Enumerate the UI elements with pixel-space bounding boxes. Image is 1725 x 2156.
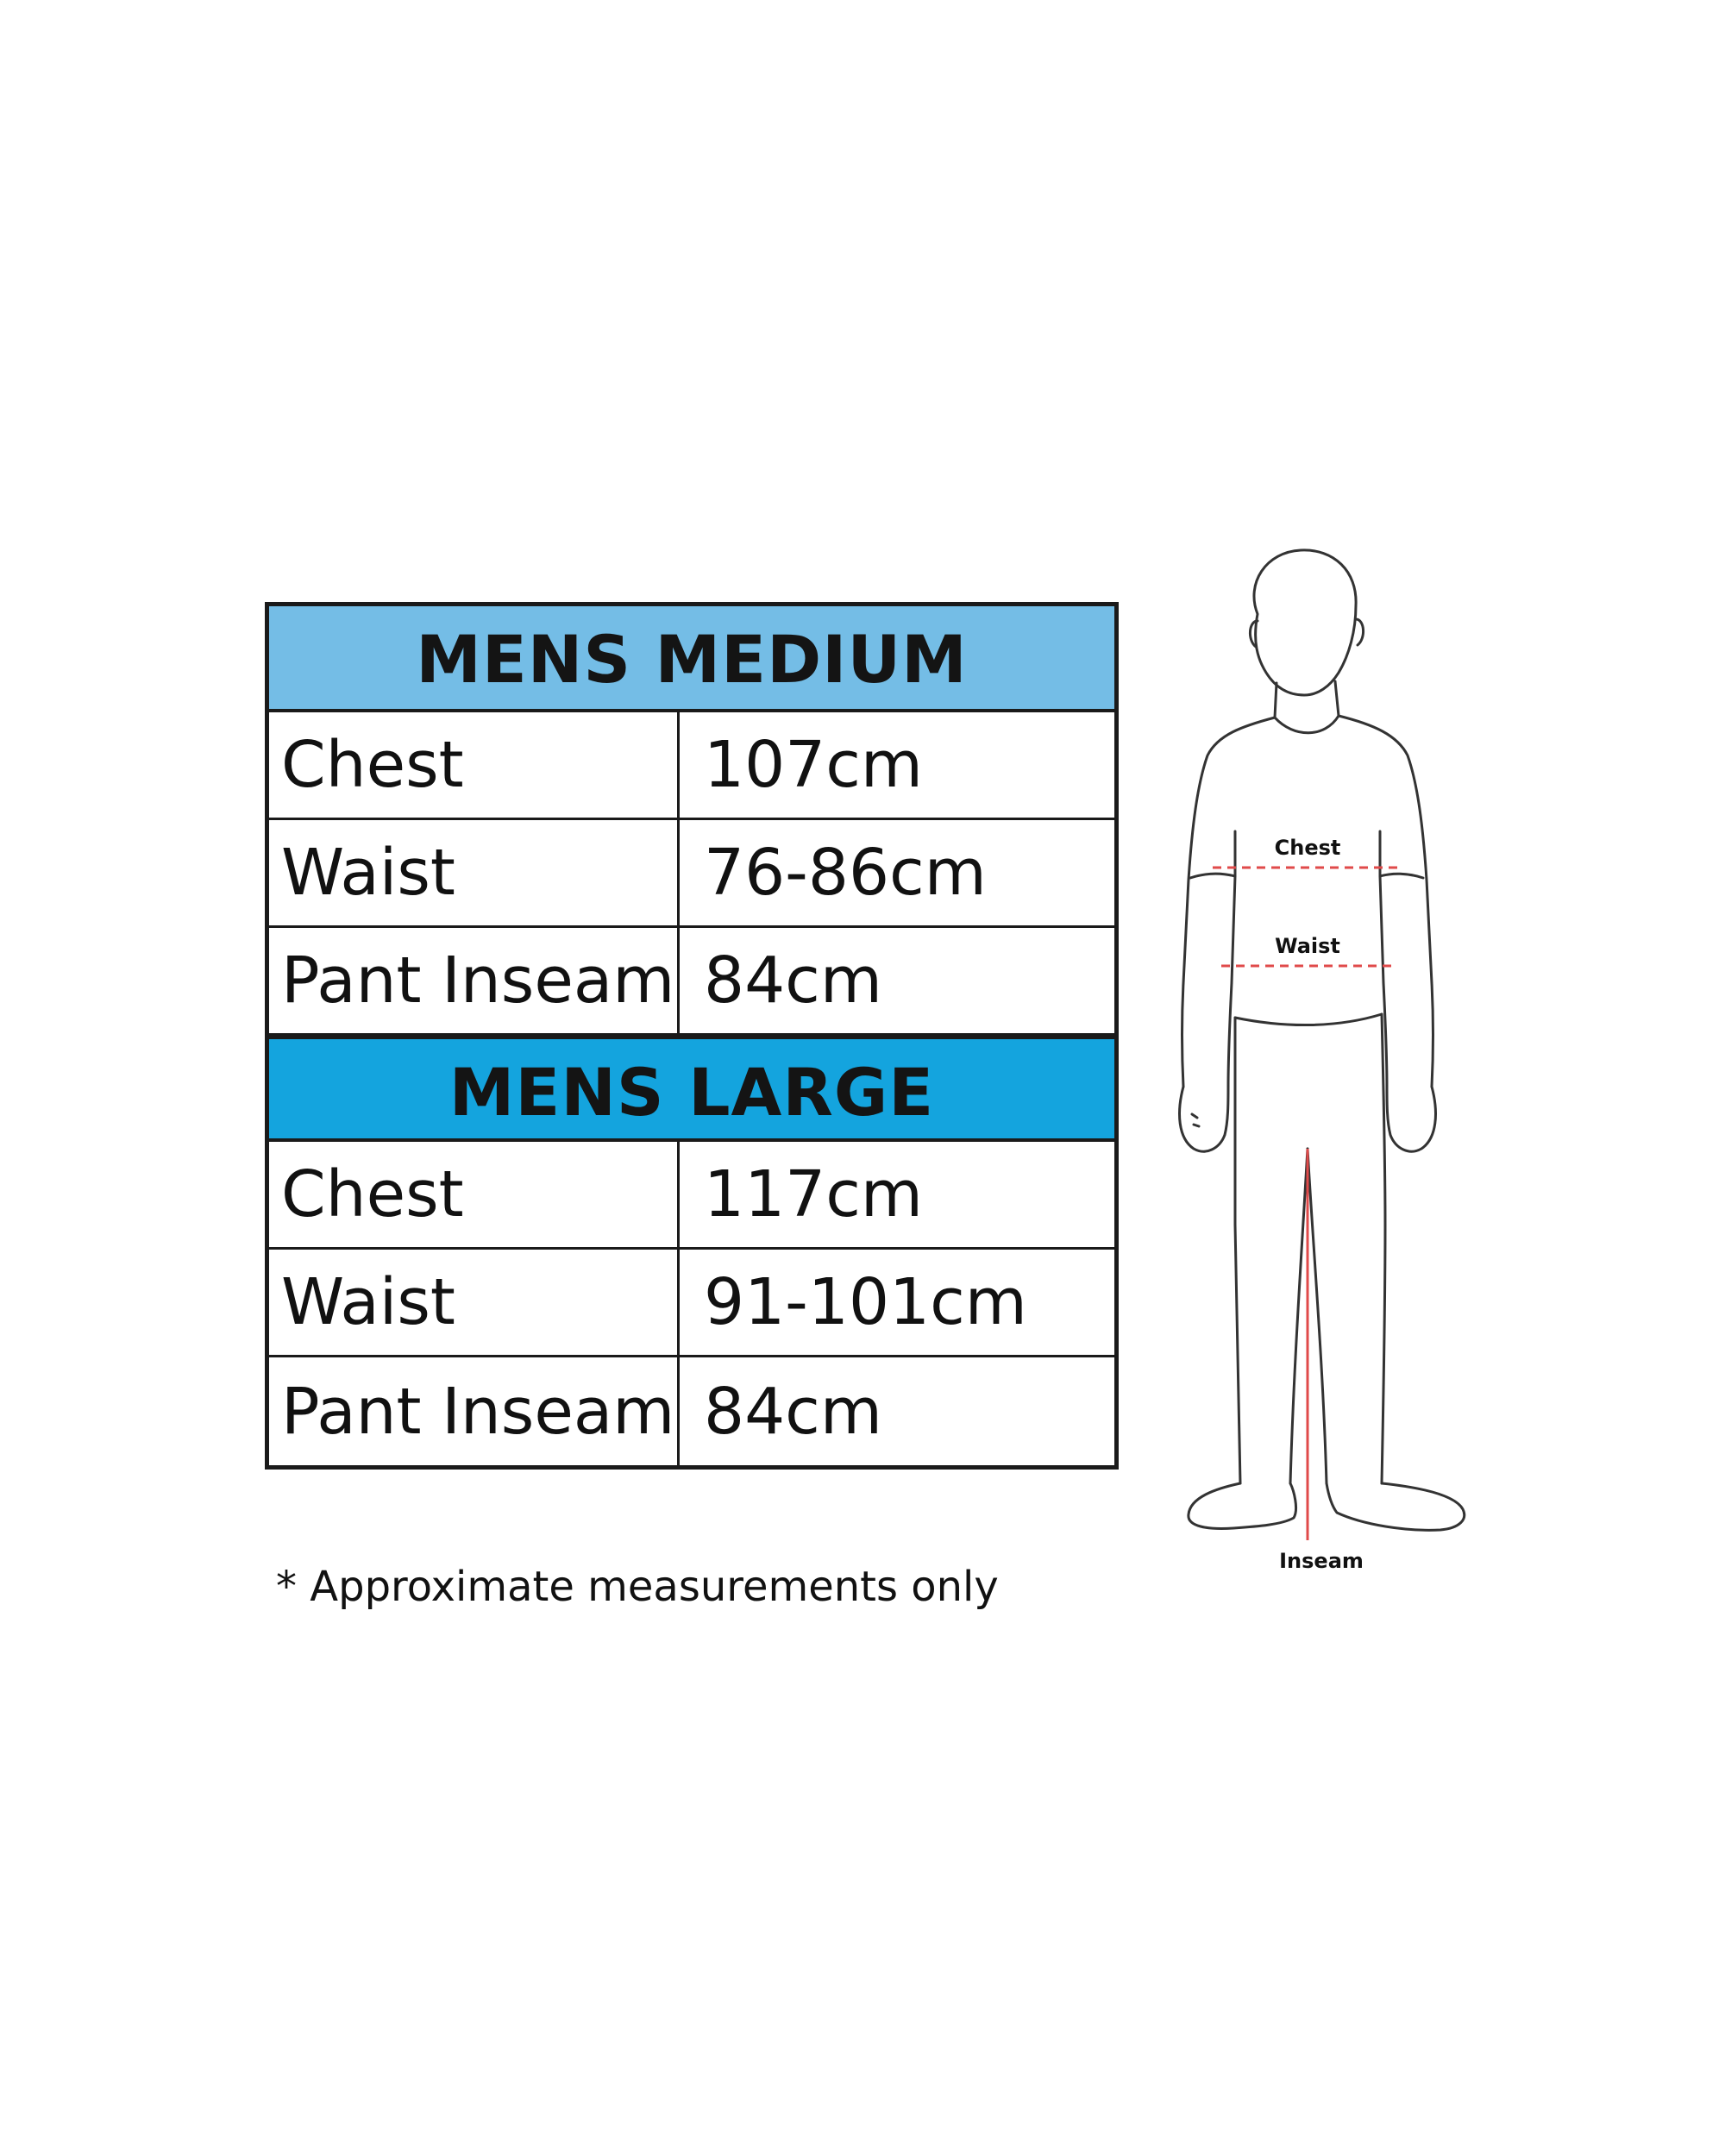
measurement-figure — [1156, 535, 1518, 1587]
table-row — [269, 820, 1114, 928]
right-sleeve — [1380, 874, 1423, 878]
right-leg-inner — [1308, 1149, 1327, 1483]
table-row — [269, 1357, 1114, 1465]
section-header-medium: MENS MEDIUM — [269, 606, 1114, 712]
row-value: 84cm — [704, 1374, 882, 1449]
measurement-lines — [1213, 868, 1401, 1540]
table-row — [269, 1250, 1114, 1357]
row-value: 76-86cm — [704, 836, 987, 910]
table-row — [269, 712, 1114, 820]
left-fingers — [1192, 1114, 1199, 1126]
shirt-hem — [1235, 1014, 1382, 1025]
size-section-medium — [269, 606, 1114, 1036]
size-section-large — [269, 1036, 1114, 1465]
inseam-label: Inseam — [1279, 1549, 1364, 1573]
right-foot — [1327, 1483, 1465, 1530]
left-leg-outer — [1235, 1018, 1240, 1483]
waist-label: Waist — [1275, 934, 1340, 958]
row-label: Chest — [269, 1142, 680, 1247]
row-value: 107cm — [704, 728, 924, 802]
body-outline-icon — [1156, 535, 1518, 1587]
row-value: 117cm — [704, 1157, 924, 1232]
right-hand — [1387, 1087, 1435, 1151]
row-label: Waist — [269, 820, 680, 925]
row-label: Chest — [269, 712, 680, 818]
left-hand — [1180, 1087, 1228, 1151]
collar — [1275, 716, 1339, 733]
size-chart-table — [265, 602, 1119, 1470]
left-leg-inner — [1290, 1149, 1308, 1483]
neck-right — [1335, 681, 1339, 716]
left-sleeve — [1190, 874, 1235, 878]
row-label: Pant Inseam — [269, 928, 680, 1033]
section-header-large: MENS LARGE — [269, 1036, 1114, 1142]
chest-label: Chest — [1274, 836, 1341, 860]
left-foot — [1189, 1483, 1296, 1528]
right-leg-outer — [1382, 1014, 1385, 1483]
right-ear — [1356, 619, 1364, 645]
body-outline — [1180, 550, 1465, 1530]
table-row — [269, 928, 1114, 1036]
table-row — [269, 1142, 1114, 1250]
neck-left — [1275, 683, 1276, 718]
row-value: 91-101cm — [704, 1265, 1027, 1339]
footnote: * Approximate measurements only — [276, 1563, 999, 1611]
row-label: Pant Inseam — [269, 1357, 680, 1465]
row-label: Waist — [269, 1250, 680, 1355]
row-value: 84cm — [704, 943, 882, 1018]
head-outline — [1254, 550, 1356, 695]
